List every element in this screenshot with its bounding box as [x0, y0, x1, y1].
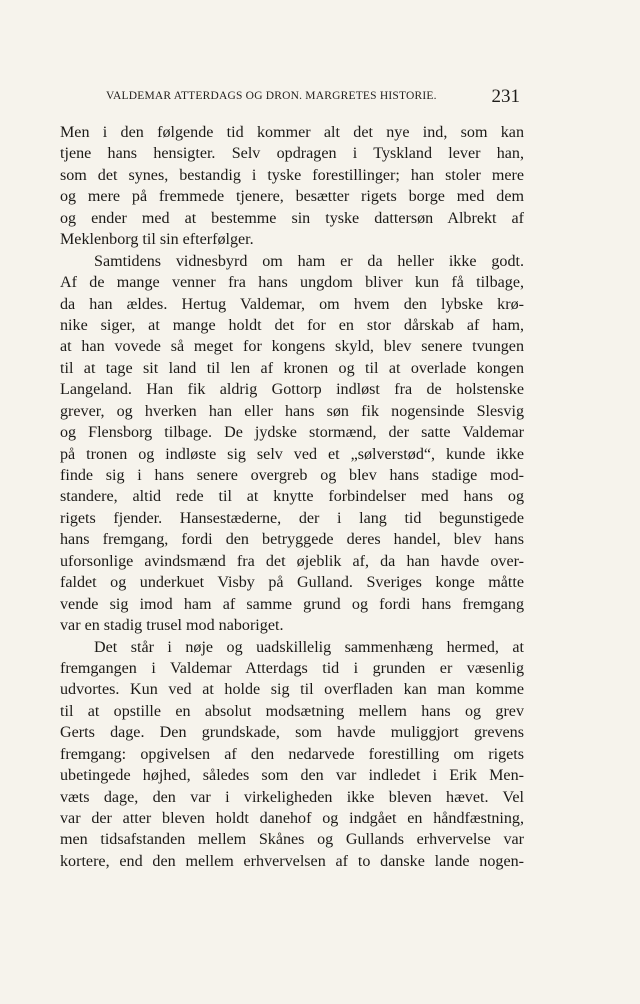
- text-line: fremgang: opgivelsen af den nedarvede forestilling om rigets: [60, 745, 524, 763]
- text-line: Meklenborg til sin efterfølger.: [60, 231, 254, 249]
- text-line: grever, og hverken han eller hans søn fik nogensinde Slesvig: [60, 402, 524, 420]
- text-line: da han ældes. Hertug Valdemar, om hvem den lybske krø-: [60, 295, 524, 313]
- text-line: kortere, end den mellem erhvervelsen af to danske lande nogen-: [60, 852, 524, 870]
- text-line: standere, altid rede til at knytte forbindelser med hans og: [60, 488, 524, 506]
- text-line: rigets fjender. Hansestæderne, der i lang tid begunstigede: [60, 509, 524, 527]
- text-line: at han vovede så meget for kongens skyld, blev senere tvungen: [60, 338, 524, 356]
- text-line: Langeland. Han fik aldrig Gottorp indløst fra de holstenske: [60, 381, 524, 399]
- running-title: VALDEMAR ATTERDAGS OG DRON. MARGRETES HISTORIE.: [106, 90, 437, 102]
- text-line: var der atter bleven holdt danehof og indgået en håndfæstning,: [60, 810, 524, 827]
- text-line: Samtidens vidnesbyrd om ham er da heller ikke godt.: [94, 252, 524, 270]
- text-line: uforsonlige avindsmænd fra det øjeblik af, da han havde over-: [60, 552, 524, 570]
- text-line: og mere på fremmede tjenere, besætter rigets borge med dem: [60, 188, 524, 206]
- text-line: fremgangen i Valdemar Atterdags tid i grunden er væsenlig: [60, 659, 524, 677]
- text-line: til at tage sit land til len af kronen og til at overlade kongen: [60, 359, 524, 377]
- text-line: nike siger, at mange holdt det for en stor dårskab af ham,: [60, 316, 524, 334]
- text-line: hans fremgang, fordi den betryggede deres handel, blev hans: [60, 531, 524, 549]
- text-line: på tronen og indløste sig selv ved et „sølverstød“, kunde ikke: [60, 445, 524, 463]
- text-line: og ender med at bestemme sin tyske dattersøn Albrekt af: [60, 209, 524, 227]
- text-line: Af de mange venner fra hans ungdom bliver kun få tilbage,: [60, 274, 524, 292]
- text-line: Gerts dage. Den grundskade, som havde muliggjort grevens: [60, 724, 524, 742]
- text-line: faldet og underkuet Visby på Gulland. Sveriges konge måtte: [60, 574, 524, 592]
- text-line: som det synes, bestandig i tyske forestillinger; han stoler mere: [60, 166, 524, 184]
- text-line: var en stadig trusel mod naboriget.: [60, 617, 284, 635]
- text-line: finde sig i hans senere overgreb og blev hans stadige mod-: [60, 467, 524, 484]
- text-line: væts dage, den var i virkeligheden ikke bleven hævet. Vel: [60, 788, 524, 806]
- text-line: men tidsafstanden mellem Skånes og Gullands erhvervelse var: [60, 831, 524, 849]
- text-line: udvortes. Kun ved at holde sig til overfladen kan man komme: [60, 681, 524, 699]
- page-number: 231: [491, 86, 520, 107]
- text-line: og Flensborg tilbage. De jydske stormænd, der satte Valdemar: [60, 424, 524, 442]
- text-line: tjene hans hensigter. Selv opdragen i Tyskland lever han,: [60, 145, 524, 163]
- running-header: [60, 86, 524, 110]
- body-text: [60, 122, 524, 872]
- text-line: Det står i nøje og uadskillelig sammenhæng hermed, at: [94, 638, 524, 656]
- text-line: Men i den følgende tid kommer alt det nye ind, som kan: [60, 124, 524, 141]
- text-line: ubetingede højhed, således som den var indledet i Erik Men-: [60, 767, 524, 785]
- text-line: vende sig imod ham af samme grund og fordi hans fremgang: [60, 595, 524, 613]
- text-line: til at opstille en absolut modsætning mellem hans og grev: [60, 702, 524, 720]
